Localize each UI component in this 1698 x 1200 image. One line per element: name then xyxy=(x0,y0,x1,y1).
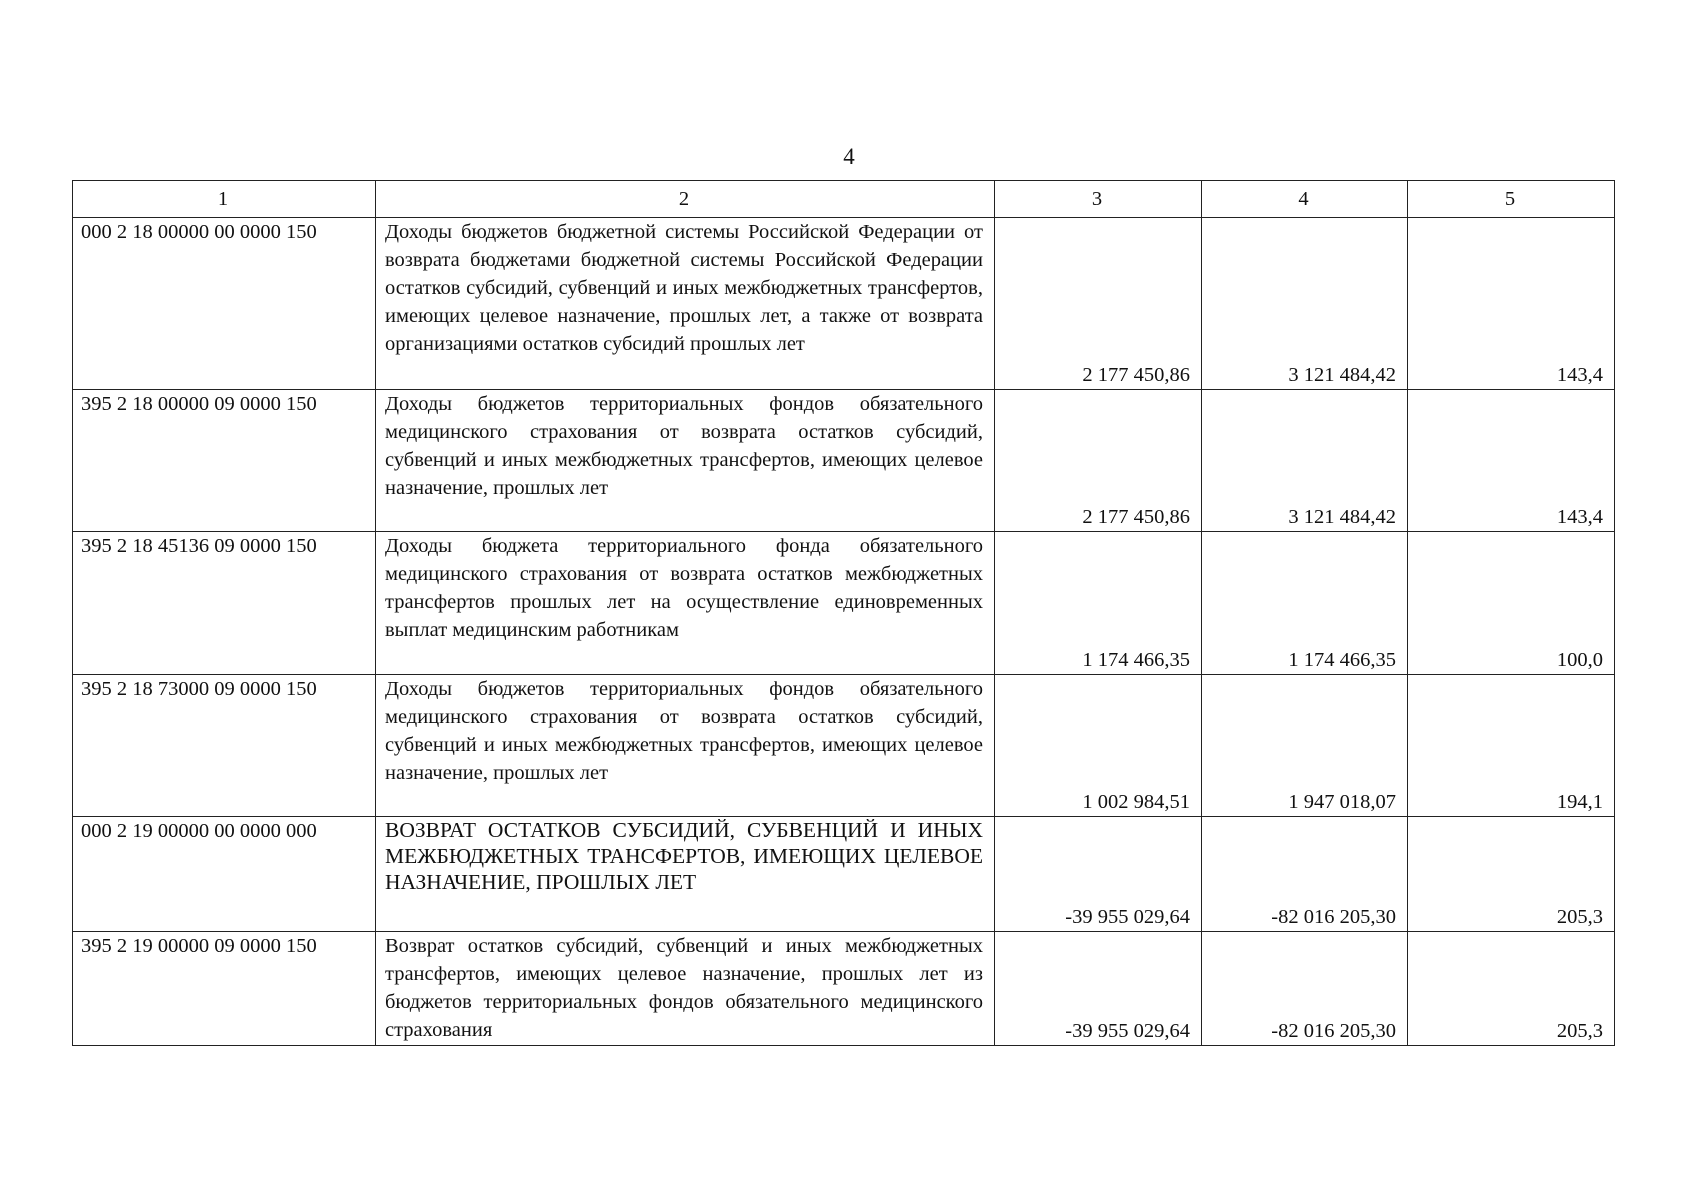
table-header-row xyxy=(73,181,1615,218)
value-cell: 3 121 484,42 xyxy=(1202,390,1408,532)
value-cell: 1 947 018,07 xyxy=(1202,675,1408,817)
description-cell: ВОЗВРАТ ОСТАТКОВ СУБСИДИЙ, СУБВЕНЦИЙ И ИНЫХ МЕЖБЮДЖЕТНЫХ ТРАНСФЕРТОВ, ИМЕЮЩИХ ЦЕЛЕВОЕ НАЗНАЧЕНИЕ, ПРОШЛЫХ ЛЕТ xyxy=(376,817,995,932)
value-cell: 1 174 466,35 xyxy=(995,532,1202,675)
description-cell: Доходы бюджета территориального фонда обязательного медицинского страхования от возврата остатков межбюджетных трансфертов прошлых лет на осуществление единовременных выплат медицинским работникам xyxy=(376,532,995,675)
value-cell: 1 174 466,35 xyxy=(1202,532,1408,675)
percent-cell: 194,1 xyxy=(1408,675,1615,817)
value-cell: -82 016 205,30 xyxy=(1202,817,1408,932)
table-row xyxy=(73,532,1615,675)
table-row xyxy=(73,218,1615,390)
percent-cell: 100,0 xyxy=(1408,532,1615,675)
value-cell: 2 177 450,86 xyxy=(995,218,1202,390)
value-cell: 1 002 984,51 xyxy=(995,675,1202,817)
value-cell: -82 016 205,30 xyxy=(1202,932,1408,1046)
table-row xyxy=(73,390,1615,532)
percent-cell: 143,4 xyxy=(1408,218,1615,390)
description-cell: Возврат остатков субсидий, субвенций и иных межбюджетных трансфертов, имеющих целевое назначение, прошлых лет из бюджетов территориальных фондов обязательного медицинского страхования xyxy=(376,932,995,1046)
description-cell: Доходы бюджетов бюджетной системы Российской Федерации от возврата бюджетами бюджетной системы Российской Федерации остатков субсидий, субвенций и иных межбюджетных трансфертов, имеющих целевое назначение, прошлых лет, а также от возврата организациями остатков субсидий прошлых лет xyxy=(376,218,995,390)
value-cell: 2 177 450,86 xyxy=(995,390,1202,532)
header-cell: 2 xyxy=(376,181,995,218)
budget-table xyxy=(72,180,1615,1046)
value-cell: -39 955 029,64 xyxy=(995,817,1202,932)
percent-cell: 205,3 xyxy=(1408,932,1615,1046)
code-cell: 000 2 18 00000 00 0000 150 xyxy=(73,218,376,390)
page-number: 4 xyxy=(843,144,855,169)
code-cell: 395 2 18 45136 09 0000 150 xyxy=(73,532,376,675)
table-row xyxy=(73,932,1615,1046)
code-cell: 395 2 18 00000 09 0000 150 xyxy=(73,390,376,532)
description-cell: Доходы бюджетов территориальных фондов обязательного медицинского страхования от возврата остатков субсидий, субвенций и иных межбюджетных трансфертов, имеющих целевое назначение, прошлых лет xyxy=(376,390,995,532)
header-cell: 3 xyxy=(995,181,1202,218)
value-cell: -39 955 029,64 xyxy=(995,932,1202,1046)
header-cell: 1 xyxy=(73,181,376,218)
header-cell: 4 xyxy=(1202,181,1408,218)
description-cell: Доходы бюджетов территориальных фондов обязательного медицинского страхования от возврата остатков субсидий, субвенций и иных межбюджетных трансфертов, имеющих целевое назначение, прошлых лет xyxy=(376,675,995,817)
percent-cell: 205,3 xyxy=(1408,817,1615,932)
code-cell: 395 2 19 00000 09 0000 150 xyxy=(73,932,376,1046)
header-cell: 5 xyxy=(1408,181,1615,218)
code-cell: 395 2 18 73000 09 0000 150 xyxy=(73,675,376,817)
table-row xyxy=(73,817,1615,932)
code-cell: 000 2 19 00000 00 0000 000 xyxy=(73,817,376,932)
percent-cell: 143,4 xyxy=(1408,390,1615,532)
table-row xyxy=(73,675,1615,817)
value-cell: 3 121 484,42 xyxy=(1202,218,1408,390)
